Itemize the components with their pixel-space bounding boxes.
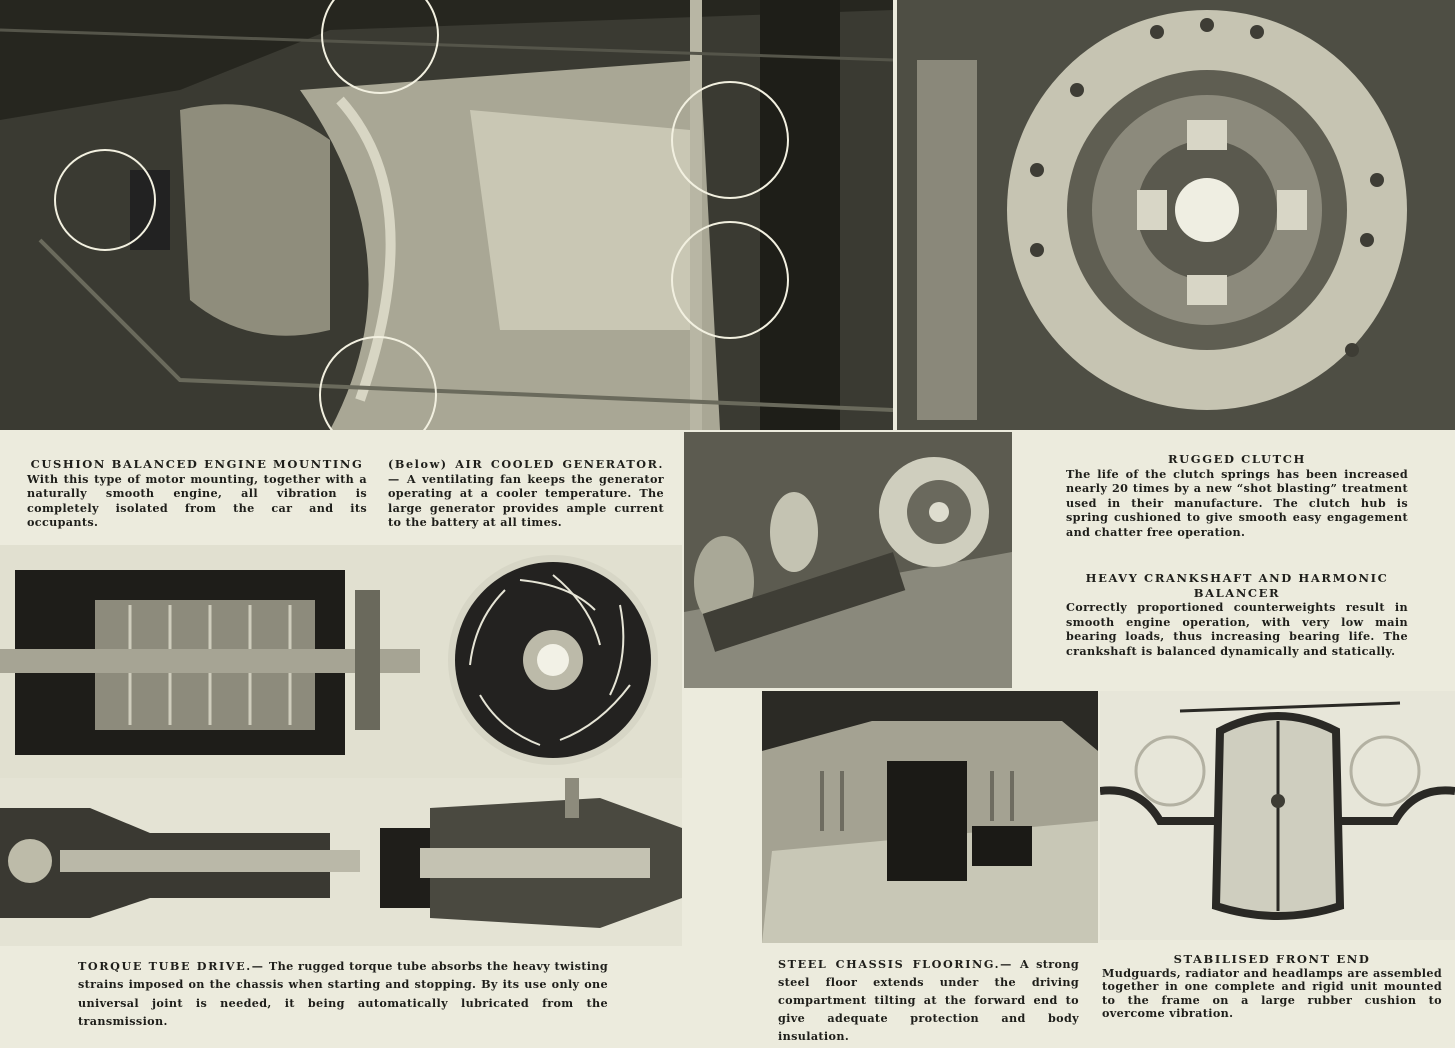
chassis-flooring-heading: STEEL CHASSIS FLOORING.— <box>778 957 1013 971</box>
generator-caption <box>388 457 664 530</box>
engine-mounting-body: With this type of motor mounting, together with a naturally smooth engine, all vibration is completely isolated from the car and its occupants. <box>27 471 367 530</box>
engine-mounting-caption <box>27 457 367 530</box>
crankshaft-body: Correctly proportioned counterweights result in smooth engine operation, with very low main bearing loads, thus increasing bearing life. The crankshaft is balanced dynamically and statically. <box>1066 600 1408 658</box>
generator-heading: (Below) AIR COOLED GENERATOR.— <box>388 457 664 486</box>
chassis-flooring-caption <box>778 955 1079 1045</box>
chassis-flooring-body: A strong steel floor extends under the driving compartment tilting at the forward end to give adequate protection and body insulation. <box>778 957 1080 1043</box>
clutch-heading: RUGGED CLUTCH <box>1168 452 1306 466</box>
front-end-heading: STABILISED FRONT END <box>1173 952 1371 966</box>
clutch-photo <box>897 0 1455 430</box>
crankshaft-photo <box>684 432 1012 688</box>
torque-tube-body: The rugged torque tube absorbs the heavy twisting strains imposed on the chassis when starting and stopping. By its use only one universal joint is needed, it being automatically lubricated from the transmission. <box>78 959 608 1029</box>
engine-mounting-photo <box>0 0 893 430</box>
generator-cutaway-illustration <box>0 545 682 778</box>
front-end-body: Mudguards, radiator and headlamps are assembled together in one complete and rigid unit mounted to the frame on a large rubber cushion to overcome vibration. <box>1102 965 1442 1021</box>
crankshaft-caption <box>1066 571 1408 659</box>
crankshaft-heading: HEAVY CRANKSHAFT AND HARMONIC BALANCER <box>1085 571 1389 600</box>
torque-tube-heading: TORQUE TUBE DRIVE.— <box>78 959 265 973</box>
front-end-caption <box>1102 953 1442 1021</box>
clutch-caption <box>1066 452 1408 540</box>
chassis-flooring-photo <box>762 691 1098 943</box>
clutch-body: The life of the clutch springs has been increased nearly 20 times by a new “shot blasting” treatment used in their manufacture. The clutch hub is spring cushioned to give smooth easy engagement and chatter free operation. <box>1066 466 1408 539</box>
torque-tube-caption <box>78 957 608 1031</box>
front-end-photo <box>1100 691 1455 940</box>
generator-body: A ventilating fan keeps the generator operating at a cooler temperature. The large generator provides ample current to the battery at all times. <box>388 471 664 530</box>
torque-tube-illustration <box>0 778 682 946</box>
engine-mounting-heading: CUSHION BALANCED ENGINE MOUNTING <box>30 457 364 471</box>
